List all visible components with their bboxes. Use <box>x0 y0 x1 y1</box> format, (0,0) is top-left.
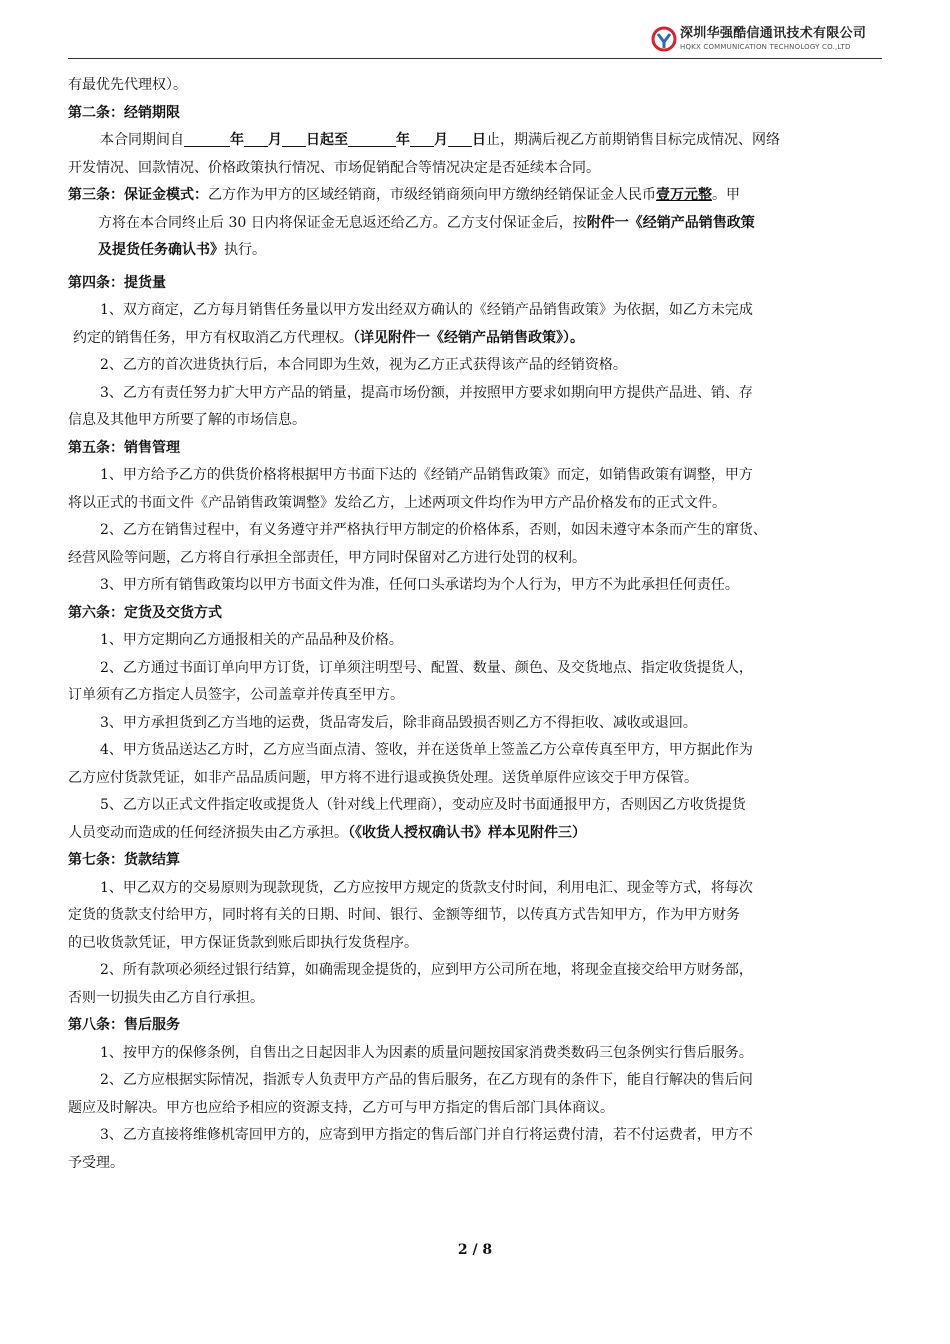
article-6-title: 第六条：定货及交货方式 <box>68 604 222 621</box>
text-line: 5、乙方以正式文件指定收或提货人（针对线上代理商），变动应及时书面通报甲方，否则因乙方收货提货 <box>100 797 746 813</box>
text-line: 3、甲方承担货到乙方当地的运费，货品寄发后，除非商品毁损否则乙方不得拒收、减收或退回。 <box>100 714 697 731</box>
text-line: 3、乙方直接将维修机寄回甲方的，应寄到甲方指定的售后部门并自行将运费付清，若不付运费者，甲方不 <box>100 1127 753 1143</box>
company-logo-icon <box>651 26 677 52</box>
text-line: 否则一切损失由乙方自行承担。 <box>68 989 264 1006</box>
article-7-title: 第七条：货款结算 <box>68 852 180 868</box>
text-line: 1、双方商定，乙方每月销售任务量以甲方发出经双方确认的《经销产品销售政策》为依据，如乙方未完成 <box>100 302 753 318</box>
company-name-en: HQKX COMMUNICATION TECHNOLOGY CO.,LTD <box>680 43 851 51</box>
text-line: 1、甲乙双方的交易原则为现款现货，乙方应按甲方规定的货款支付时间，利用电汇、现金等方式，将每次 <box>100 879 753 896</box>
text-line: 约定的销售任务，甲方有权取消乙方代理权。（详见附件一《经销产品销售政策》）。 <box>73 329 584 346</box>
text-line: 1、甲方定期向乙方通报相关的产品品种及价格。 <box>100 632 403 648</box>
text-line: 有最优先代理权）。 <box>68 77 187 93</box>
text-line: 3、甲方所有销售政策均以甲方书面文件为准，任何口头承诺均为个人行为，甲方不为此承担任何责任。 <box>100 577 739 593</box>
page-header <box>68 22 882 59</box>
text-line: 2、所有款项必须经过银行结算，如确需现金提货的，应到甲方公司所在地，将现金直接交给甲方财务部， <box>100 962 753 978</box>
text-line: 乙方应付货款凭证，如非产品品质问题，甲方将不进行退或换货处理。送货单原件应该交于甲方保管。 <box>68 769 698 786</box>
text-line: 的已收货款凭证，甲方保证货款到账后即执行发货程序。 <box>68 934 418 951</box>
text-line: 及提货任务确认书》执行。 <box>98 242 266 258</box>
text-line: 1、甲方给予乙方的供货价格将根据甲方书面下达的《经销产品销售政策》而定，如销售政策有调整，甲方 <box>100 467 753 483</box>
blank-field[interactable] <box>282 130 306 147</box>
text-line: 第三条：保证金模式：乙方作为甲方的区域经销商，市级经销商须向甲方缴纳经销保证金人民币壹万元整。甲 <box>68 187 740 203</box>
text-line: 1、按甲方的保修条例，自售出之日起因非人为因素的质量问题按国家消费类数码三包条例实行售后服务。 <box>100 1044 753 1061</box>
text-line: 题应及时解决。甲方也应给予相应的资源支持，乙方可与甲方指定的售后部门具体商议。 <box>68 1099 614 1116</box>
text-line: 人员变动而造成的任何经济损失由乙方承担。（《收货人授权确认书》样本见附件三） <box>68 824 586 841</box>
page-number: 2 / 8 <box>457 1242 493 1258</box>
text-line: 定货的货款支付给甲方，同时将有关的日期、时间、银行、金额等细节，以传真方式告知甲方，作为甲方财务 <box>68 907 740 923</box>
text-line: 4、甲方货品送达乙方时，乙方应当面点清、签收，并在送货单上签盖乙方公章传真至甲方，甲方据此作为 <box>100 742 753 758</box>
company-name-cn: 深圳华强酷信通讯技术有限公司 <box>680 26 867 41</box>
text-line: 信息及其他甲方所要了解的市场信息。 <box>68 412 306 428</box>
article-3-title: 第三条：保证金模式： <box>68 187 208 203</box>
text-line: 开发情况、回款情况、价格政策执行情况、市场促销配合等情况决定是否延续本合同。 <box>68 159 600 176</box>
deposit-amount: 壹万元整 <box>656 187 712 203</box>
blank-field[interactable] <box>244 130 268 147</box>
text-line: 订单须有乙方指定人员签字，公司盖章并传真至甲方。 <box>68 687 404 703</box>
text-line: 方将在本合同终止后 30 日内将保证金无息返还给乙方。乙方支付保证金后，按附件一《经销产品销售政策 <box>98 214 755 231</box>
article-5-title: 第五条：销售管理 <box>68 439 180 456</box>
text-line: 经营风险等问题，乙方将自行承担全部责任，甲方同时保留对乙方进行处罚的权利。 <box>68 549 586 566</box>
text-line: 予受理。 <box>68 1154 124 1171</box>
text-line: 3、乙方有责任努力扩大甲方产品的销量，提高市场份额，并按照甲方要求如期向甲方提供产品进、销、存 <box>100 384 753 401</box>
article-2-title: 第二条：经销期限 <box>68 104 180 121</box>
blank-field[interactable] <box>348 130 396 147</box>
text-line: 2、乙方应根据实际情况，指派专人负责甲方产品的售后服务，在乙方现有的条件下，能自行解决的售后问 <box>100 1072 753 1088</box>
text-line: 2、乙方的首次进货执行后，本合同即为生效，视为乙方正式获得该产品的经销资格。 <box>100 357 627 373</box>
article-4-title: 第四条：提货量 <box>68 274 166 291</box>
blank-field[interactable] <box>184 130 230 147</box>
text-line: 本合同期间自 年 月 日起至 年 月 日止，期满后视乙方前期销售目标完成情况、网络 <box>100 132 780 148</box>
text-line: 将以正式的书面文件《产品销售政策调整》发给乙方，上述两项文件均作为甲方产品价格发布的正式文件。 <box>68 494 726 511</box>
contract-body <box>68 72 882 1177</box>
blank-field[interactable] <box>410 130 434 147</box>
company-name-block <box>680 26 878 52</box>
article-8-title: 第八条：售后服务 <box>68 1017 180 1033</box>
text-line: 2、乙方通过书面订单向甲方订货，订单须注明型号、配置、数量、颜色、及交货地点、指定收货提货人， <box>100 659 753 676</box>
blank-field[interactable] <box>448 130 472 147</box>
text-line: 2、乙方在销售过程中，有义务遵守并严格执行甲方制定的价格体系，否则，如因未遵守本条而产生的窜货、 <box>100 522 767 538</box>
